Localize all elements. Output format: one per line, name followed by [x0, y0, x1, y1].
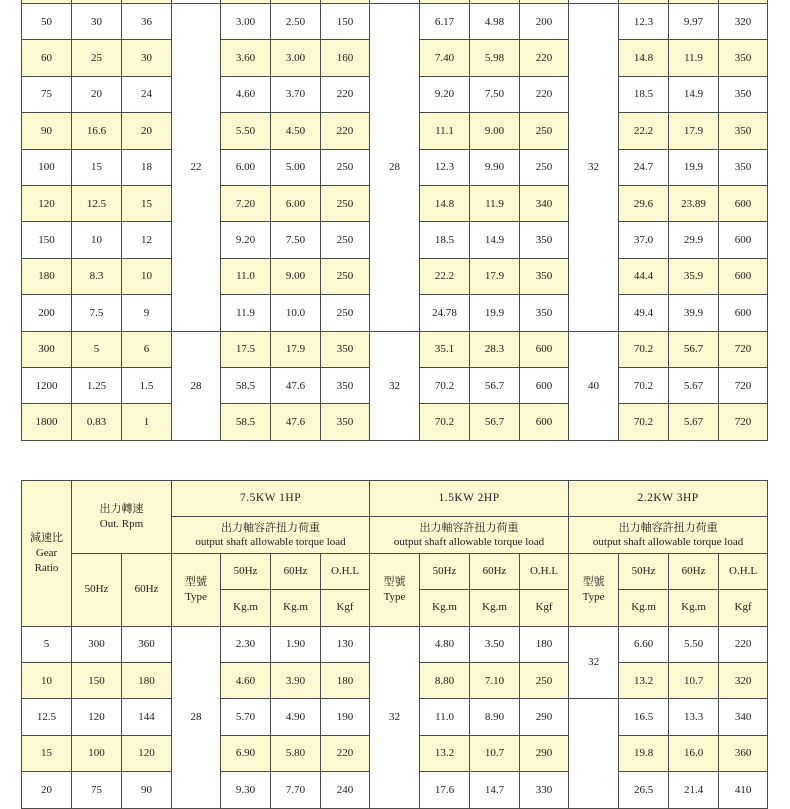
header-row-motor — [22, 481, 768, 517]
torque-60hz-cell: 3.70 — [271, 76, 321, 112]
rpm-60hz-cell: 12 — [122, 222, 172, 258]
gear-ratio-en-line1: Gear — [35, 546, 58, 559]
ohl-cell: 220 — [520, 76, 569, 112]
ohl-cell: 350 — [719, 149, 768, 185]
spec-table-upper — [21, 0, 768, 441]
ohl-cell: 250 — [321, 222, 370, 258]
rpm-60hz-cell: 180 — [122, 662, 172, 698]
type-cell: 32 — [370, 626, 420, 808]
motor-group-header: 7.5KW 1HP — [172, 481, 370, 517]
table-row — [22, 626, 768, 662]
torque-60hz-cell: 4.50 — [271, 113, 321, 149]
torque-50hz-cell: 3.60 — [221, 40, 271, 76]
ohl-cell: 330 — [520, 772, 569, 808]
torque-60hz-cell: 8.90 — [470, 699, 520, 735]
torque-50hz-cell: 58.5 — [221, 367, 271, 403]
gear-ratio-cell: 200 — [22, 295, 72, 331]
ohl-cell: 250 — [321, 295, 370, 331]
rpm-60hz-cell: 9 — [122, 295, 172, 331]
rpm-50hz-cell: 25 — [72, 40, 122, 76]
torque-50hz-cell: 35.1 — [420, 331, 470, 367]
gear-ratio-header — [22, 481, 72, 627]
type-cell: 32 — [569, 626, 619, 699]
ohl-cell: 240 — [321, 772, 370, 808]
gear-ratio-cell: 120 — [22, 185, 72, 221]
torque-60hz-cell: 14.9 — [470, 222, 520, 258]
rpm-60hz-cell: 360 — [122, 626, 172, 662]
torque-50hz-cell: 5.70 — [221, 699, 271, 735]
rpm-50hz-cell: 75 — [72, 772, 122, 808]
rpm-50hz-cell: 10 — [72, 222, 122, 258]
torque-50hz-cell: 58.5 — [221, 404, 271, 440]
torque-60hz-cell: 4.98 — [470, 4, 520, 40]
torque-50hz-cell: 6.90 — [221, 735, 271, 771]
torque-50hz-cell: 11.9 — [221, 295, 271, 331]
gear-ratio-cell: 180 — [22, 258, 72, 294]
ohl-cell: 340 — [719, 699, 768, 735]
torque-50hz-cell: 49.4 — [619, 295, 669, 331]
gear-ratio-cell: 1800 — [22, 404, 72, 440]
torque-50hz-cell: 7.40 — [420, 40, 470, 76]
ohl-cell: 250 — [321, 185, 370, 221]
torque-60hz-cell: 17.9 — [271, 331, 321, 367]
torque-60hz-cell: 17.9 — [669, 113, 719, 149]
gear-ratio-cell: 20 — [22, 772, 72, 808]
torque-header-en: output shaft allowable torque load — [195, 536, 346, 549]
ohl-cell: 600 — [520, 404, 569, 440]
gear-ratio-en-line2: Ratio — [34, 561, 59, 574]
torque-60hz-cell: 3.90 — [271, 662, 321, 698]
torque-60hz-cell: 35.9 — [669, 258, 719, 294]
torque-60hz-cell: 6.00 — [271, 185, 321, 221]
type-cell: 32 — [569, 4, 619, 332]
rpm-50hz-cell: 15 — [72, 149, 122, 185]
out-rpm-zh: 出力轉速 — [99, 503, 144, 516]
gear-ratio-cell: 300 — [22, 331, 72, 367]
ohl-cell: 150 — [321, 4, 370, 40]
unit-kgm: Kg.m — [420, 590, 470, 626]
type-header-zh: 型號 — [383, 575, 406, 588]
torque-60hz-cell: 56.7 — [470, 367, 520, 403]
ohl-cell: 600 — [520, 331, 569, 367]
gear-ratio-cell: 50 — [22, 4, 72, 40]
torque-60hz-cell: 9.90 — [470, 149, 520, 185]
ohl-header: O.H.L — [321, 553, 370, 589]
type-header — [172, 553, 221, 626]
gear-ratio-cell: 100 — [22, 149, 72, 185]
torque-60hz-cell: 21.4 — [669, 772, 719, 808]
ohl-cell: 200 — [520, 4, 569, 40]
gear-ratio-cell: 1200 — [22, 367, 72, 403]
ohl-cell: 350 — [719, 40, 768, 76]
torque-50hz-cell: 9.20 — [420, 76, 470, 112]
ohl-cell: 220 — [321, 76, 370, 112]
torque-60hz-cell: 14.7 — [470, 772, 520, 808]
torque-50hz-cell: 3.00 — [221, 4, 271, 40]
ohl-cell: 220 — [520, 40, 569, 76]
torque-60hz-cell: 11.9 — [669, 40, 719, 76]
torque-50hz-cell: 18.5 — [619, 76, 669, 112]
rpm-50hz-cell: 12.5 — [72, 185, 122, 221]
unit-kgm: Kg.m — [619, 590, 669, 626]
rpm-60hz-cell: 144 — [122, 699, 172, 735]
torque-60hz-cell: 23.89 — [669, 185, 719, 221]
torque-50hz-cell: 17.6 — [420, 772, 470, 808]
torque-50hz-cell: 9.30 — [221, 772, 271, 808]
torque-60hz-cell: 28.3 — [470, 331, 520, 367]
torque-50hz-cell: 11.0 — [221, 258, 271, 294]
torque-50hz-cell: 4.60 — [221, 662, 271, 698]
unit-kgm: Kg.m — [271, 590, 321, 626]
rpm-50hz-header: 50Hz — [72, 553, 122, 626]
ohl-cell: 250 — [520, 113, 569, 149]
gear-ratio-cell: 5 — [22, 626, 72, 662]
ohl-cell: 350 — [321, 404, 370, 440]
torque-60hz-cell: 29.9 — [669, 222, 719, 258]
rpm-60hz-cell: 120 — [122, 735, 172, 771]
ohl-cell: 720 — [719, 331, 768, 367]
ohl-cell: 290 — [520, 735, 569, 771]
torque-50hz-cell: 2.30 — [221, 626, 271, 662]
ohl-cell: 180 — [520, 626, 569, 662]
torque-60hz-cell: 56.7 — [470, 404, 520, 440]
rpm-50hz-cell: 150 — [72, 662, 122, 698]
torque-50hz-header: 50Hz — [420, 553, 470, 589]
torque-50hz-cell: 24.7 — [619, 149, 669, 185]
torque-60hz-cell: 5.80 — [271, 735, 321, 771]
torque-50hz-cell: 13.2 — [420, 735, 470, 771]
torque-60hz-cell: 3.00 — [271, 40, 321, 76]
ohl-cell: 130 — [321, 626, 370, 662]
rpm-50hz-cell: 5 — [72, 331, 122, 367]
torque-50hz-cell: 5.50 — [221, 113, 271, 149]
torque-60hz-cell: 16.0 — [669, 735, 719, 771]
ohl-cell: 350 — [520, 258, 569, 294]
rpm-50hz-cell: 0.83 — [72, 404, 122, 440]
ohl-cell: 250 — [520, 149, 569, 185]
rpm-60hz-cell: 10 — [122, 258, 172, 294]
ohl-cell: 290 — [520, 699, 569, 735]
type-header — [569, 553, 619, 626]
torque-50hz-cell: 12.3 — [619, 4, 669, 40]
ohl-cell: 320 — [719, 662, 768, 698]
torque-60hz-cell: 1.90 — [271, 626, 321, 662]
torque-60hz-cell: 47.6 — [271, 404, 321, 440]
rpm-60hz-cell: 30 — [122, 40, 172, 76]
type-cell: 40 — [569, 331, 619, 440]
torque-60hz-cell: 47.6 — [271, 367, 321, 403]
rpm-60hz-cell: 24 — [122, 76, 172, 112]
ohl-header: O.H.L — [719, 553, 768, 589]
torque-50hz-cell: 22.2 — [420, 258, 470, 294]
torque-60hz-header: 60Hz — [669, 553, 719, 589]
torque-50hz-cell: 26.5 — [619, 772, 669, 808]
torque-50hz-cell: 4.60 — [221, 76, 271, 112]
torque-50hz-cell: 13.2 — [619, 662, 669, 698]
ohl-cell: 720 — [719, 367, 768, 403]
torque-50hz-cell: 70.2 — [619, 367, 669, 403]
torque-50hz-cell: 6.60 — [619, 626, 669, 662]
type-cell: 28 — [172, 626, 221, 808]
type-cell: 28 — [172, 331, 221, 440]
torque-50hz-cell: 17.5 — [221, 331, 271, 367]
torque-60hz-cell: 4.90 — [271, 699, 321, 735]
torque-header-zh: 出力軸容許扭力荷重 — [419, 521, 519, 534]
torque-60hz-cell: 3.50 — [470, 626, 520, 662]
torque-50hz-cell: 7.20 — [221, 185, 271, 221]
torque-50hz-cell: 19.8 — [619, 735, 669, 771]
ohl-cell: 600 — [719, 258, 768, 294]
torque-50hz-cell: 16.5 — [619, 699, 669, 735]
ohl-cell: 250 — [321, 149, 370, 185]
torque-50hz-cell: 11.0 — [420, 699, 470, 735]
ohl-cell: 220 — [719, 626, 768, 662]
ohl-cell: 720 — [719, 404, 768, 440]
torque-60hz-cell: 10.0 — [271, 295, 321, 331]
torque-60hz-cell: 5.67 — [669, 367, 719, 403]
torque-60hz-cell: 39.9 — [669, 295, 719, 331]
torque-60hz-cell: 5.67 — [669, 404, 719, 440]
type-cell: 28 — [370, 4, 420, 332]
gear-ratio-cell: 90 — [22, 113, 72, 149]
torque-50hz-cell: 11.1 — [420, 113, 470, 149]
table-row — [22, 4, 768, 40]
torque-60hz-header: 60Hz — [271, 553, 321, 589]
ohl-cell: 600 — [719, 185, 768, 221]
torque-60hz-cell: 7.50 — [271, 222, 321, 258]
gear-ratio-cell: 12.5 — [22, 699, 72, 735]
torque-50hz-cell: 44.4 — [619, 258, 669, 294]
rpm-60hz-cell: 1.5 — [122, 367, 172, 403]
torque-50hz-cell: 24.78 — [420, 295, 470, 331]
out-rpm-en: Out. Rpm — [99, 517, 144, 530]
torque-60hz-cell: 14.9 — [669, 76, 719, 112]
ohl-cell: 350 — [719, 113, 768, 149]
torque-50hz-header: 50Hz — [221, 553, 271, 589]
ohl-header: O.H.L — [520, 553, 569, 589]
spec-table-lower — [21, 480, 768, 809]
ohl-cell: 190 — [321, 699, 370, 735]
torque-50hz-cell: 70.2 — [619, 331, 669, 367]
torque-60hz-cell: 19.9 — [470, 295, 520, 331]
rpm-50hz-cell: 16.6 — [72, 113, 122, 149]
ohl-cell: 250 — [321, 258, 370, 294]
torque-60hz-cell: 7.50 — [470, 76, 520, 112]
torque-header — [370, 517, 569, 553]
torque-60hz-cell: 5.98 — [470, 40, 520, 76]
motor-group-header: 1.5KW 2HP — [370, 481, 569, 517]
unit-kgf: Kgf — [719, 590, 768, 626]
gear-ratio-cell: 60 — [22, 40, 72, 76]
ohl-cell: 180 — [321, 662, 370, 698]
torque-50hz-header: 50Hz — [619, 553, 669, 589]
unit-kgf: Kgf — [321, 590, 370, 626]
rpm-50hz-cell: 300 — [72, 626, 122, 662]
ohl-cell: 320 — [719, 4, 768, 40]
torque-60hz-cell: 5.00 — [271, 149, 321, 185]
ohl-cell: 600 — [719, 222, 768, 258]
torque-50hz-cell: 4.80 — [420, 626, 470, 662]
torque-60hz-cell: 7.10 — [470, 662, 520, 698]
torque-60hz-cell: 7.70 — [271, 772, 321, 808]
gear-ratio-cell: 150 — [22, 222, 72, 258]
type-header-en: Type — [185, 590, 207, 603]
torque-50hz-cell: 70.2 — [619, 404, 669, 440]
torque-header — [172, 517, 370, 553]
rpm-50hz-cell: 120 — [72, 699, 122, 735]
rpm-50hz-cell: 30 — [72, 4, 122, 40]
torque-50hz-cell: 9.20 — [221, 222, 271, 258]
torque-60hz-cell: 17.9 — [470, 258, 520, 294]
unit-kgm: Kg.m — [221, 590, 271, 626]
rpm-50hz-cell: 8.3 — [72, 258, 122, 294]
type-header-zh: 型號 — [185, 575, 207, 588]
type-header-en: Type — [582, 590, 605, 603]
torque-50hz-cell: 8.80 — [420, 662, 470, 698]
torque-50hz-cell: 14.8 — [420, 185, 470, 221]
torque-50hz-cell: 14.8 — [619, 40, 669, 76]
ohl-cell: 250 — [520, 662, 569, 698]
ohl-cell: 600 — [520, 367, 569, 403]
torque-50hz-cell: 6.00 — [221, 149, 271, 185]
torque-header-zh: 出力軸容許扭力荷重 — [221, 521, 321, 534]
torque-50hz-cell: 18.5 — [420, 222, 470, 258]
type-header — [370, 553, 420, 626]
torque-60hz-cell: 56.7 — [669, 331, 719, 367]
torque-header — [569, 517, 768, 553]
rpm-60hz-cell: 6 — [122, 331, 172, 367]
rpm-60hz-cell: 15 — [122, 185, 172, 221]
rpm-60hz-header: 60Hz — [122, 553, 172, 626]
torque-header-en: output shaft allowable torque load — [592, 536, 744, 549]
torque-60hz-header: 60Hz — [470, 553, 520, 589]
gear-ratio-cell: 15 — [22, 735, 72, 771]
torque-header-en: output shaft allowable torque load — [393, 536, 545, 549]
torque-50hz-cell: 12.3 — [420, 149, 470, 185]
torque-60hz-cell: 9.00 — [271, 258, 321, 294]
ohl-cell: 360 — [719, 735, 768, 771]
torque-60hz-cell: 10.7 — [470, 735, 520, 771]
ohl-cell: 350 — [321, 367, 370, 403]
torque-50hz-cell: 6.17 — [420, 4, 470, 40]
gear-ratio-zh: 減速比 — [30, 532, 63, 545]
torque-60hz-cell: 13.3 — [669, 699, 719, 735]
ohl-cell: 220 — [321, 735, 370, 771]
ohl-cell: 350 — [321, 331, 370, 367]
ohl-cell: 160 — [321, 40, 370, 76]
ohl-cell: 350 — [520, 295, 569, 331]
ohl-cell: 340 — [520, 185, 569, 221]
torque-50hz-cell: 70.2 — [420, 404, 470, 440]
ohl-cell: 410 — [719, 772, 768, 808]
rpm-50hz-cell: 7.5 — [72, 295, 122, 331]
torque-60hz-cell: 19.9 — [669, 149, 719, 185]
out-rpm-header — [72, 481, 172, 554]
gear-ratio-cell: 75 — [22, 76, 72, 112]
header-row-freq — [22, 553, 768, 589]
ohl-cell: 600 — [719, 295, 768, 331]
torque-50hz-cell: 22.2 — [619, 113, 669, 149]
torque-60hz-cell: 11.9 — [470, 185, 520, 221]
torque-50hz-cell: 29.6 — [619, 185, 669, 221]
rpm-50hz-cell: 1.25 — [72, 367, 122, 403]
rpm-60hz-cell: 20 — [122, 113, 172, 149]
ohl-cell: 350 — [719, 76, 768, 112]
unit-kgm: Kg.m — [669, 590, 719, 626]
torque-60hz-cell: 2.50 — [271, 4, 321, 40]
torque-50hz-cell: 70.2 — [420, 367, 470, 403]
table-row — [22, 331, 768, 367]
rpm-60hz-cell: 18 — [122, 149, 172, 185]
type-cell: 32 — [370, 331, 420, 440]
type-header-zh: 型號 — [582, 575, 605, 588]
unit-kgm: Kg.m — [470, 590, 520, 626]
torque-header-zh: 出力軸容許扭力荷重 — [618, 521, 718, 534]
motor-group-header: 2.2KW 3HP — [569, 481, 768, 517]
rpm-60hz-cell: 90 — [122, 772, 172, 808]
torque-60hz-cell: 9.00 — [470, 113, 520, 149]
torque-60hz-cell: 10.7 — [669, 662, 719, 698]
rpm-60hz-cell: 1 — [122, 404, 172, 440]
rpm-60hz-cell: 36 — [122, 4, 172, 40]
type-cell: 22 — [172, 4, 221, 332]
type-header-en: Type — [383, 590, 406, 603]
gear-ratio-cell: 10 — [22, 662, 72, 698]
unit-kgf: Kgf — [520, 590, 569, 626]
torque-60hz-cell: 5.50 — [669, 626, 719, 662]
torque-60hz-cell: 9.97 — [669, 4, 719, 40]
torque-50hz-cell: 37.0 — [619, 222, 669, 258]
rpm-50hz-cell: 20 — [72, 76, 122, 112]
rpm-50hz-cell: 100 — [72, 735, 122, 771]
ohl-cell: 220 — [321, 113, 370, 149]
ohl-cell: 350 — [520, 222, 569, 258]
